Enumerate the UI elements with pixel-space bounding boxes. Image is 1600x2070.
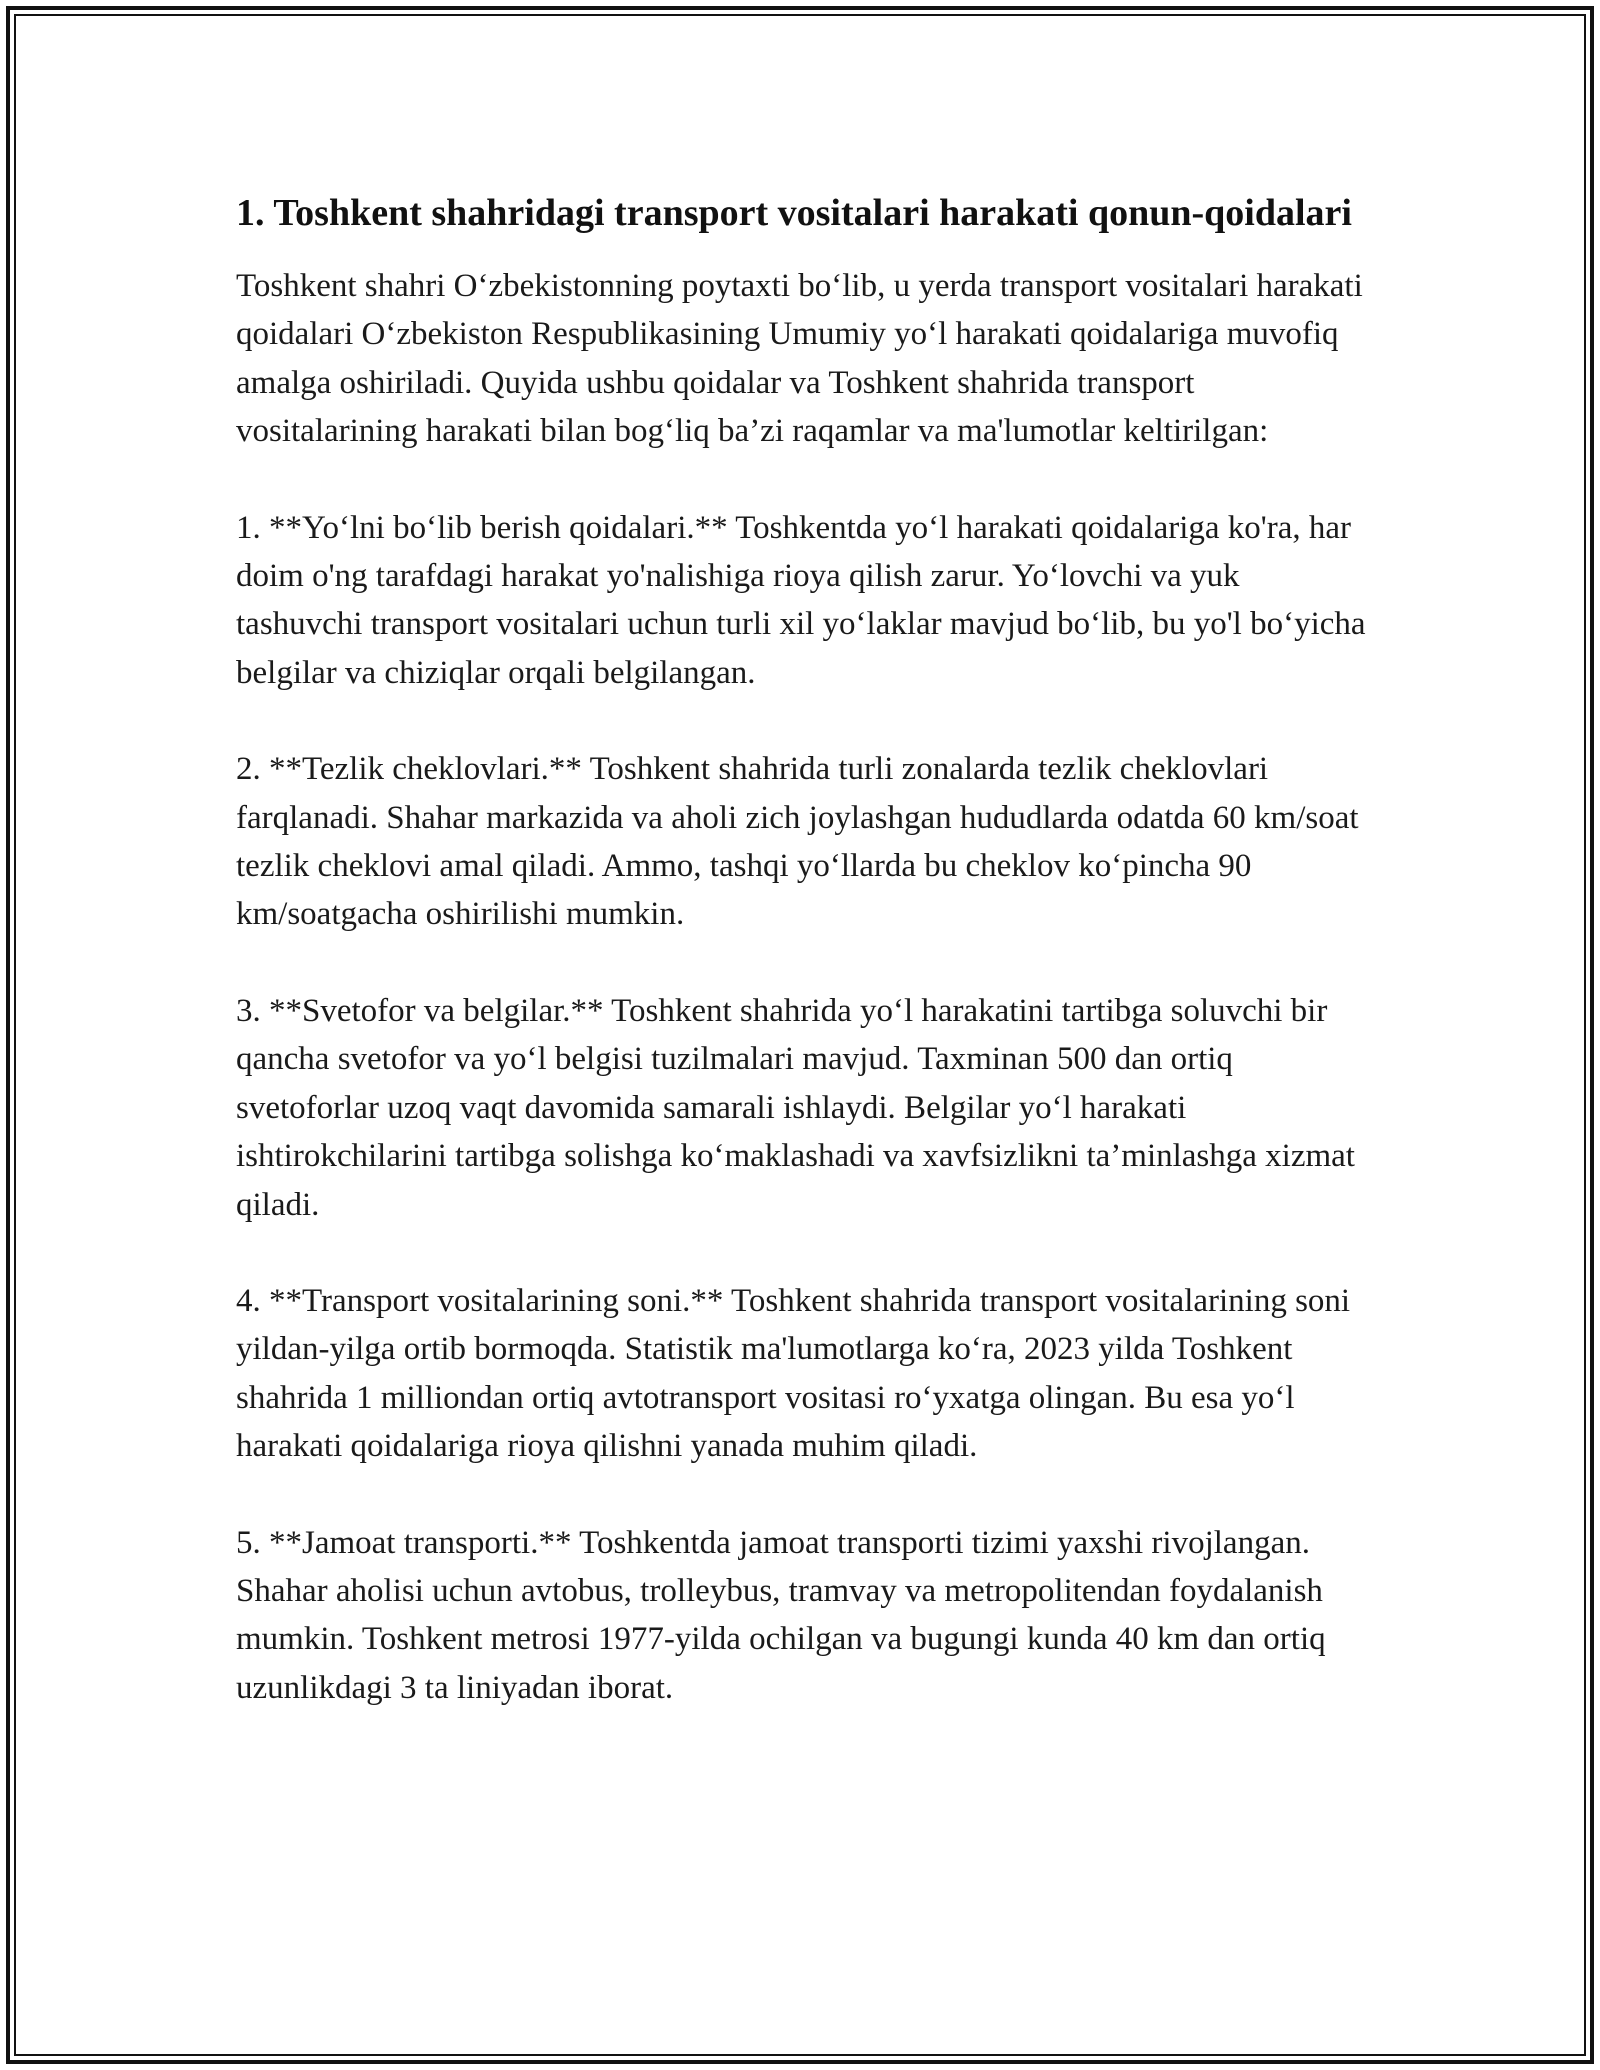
rule-paragraph-public-transport: 5. **Jamoat transporti.** Toshkentda jamoat transporti tizimi yaxshi rivojlangan. Shahar aholisi uchun avtobus, trolleybus, tramvay va metropolitendan foydalanish mumkin. Toshkent metrosi 1977-yilda ochilgan va bugungi kunda 40 km dan ortiq uzunlikdagi 3 ta liniyadan iborat. <box>236 1524 1326 1706</box>
rule-paragraph-lanes: 1. **Yo‘lni bo‘lib berish qoidalari.** Toshkentda yo‘l harakati qoidalariga ko'ra, har doim o'ng tarafdagi harakat yo'nalishiga rioya qilish zarur. Yo‘lovchi va yuk tashuvchi transport vositalari uchun turli xil yo‘laklar mavjud bo‘lib, bu yo'l bo‘yicha belgilar va chiziqlar orqali belgilangan. <box>236 509 1366 691</box>
document-title: 1. Toshkent shahridagi transport vositalari harakati qonun-qoidalari <box>236 192 1352 234</box>
document-body <box>236 186 1372 1760</box>
rule-paragraph-speed: 2. **Tezlik cheklovlari.** Toshkent shahrida turli zonalarda tezlik cheklovlari farqlanadi. Shahar markazida va aholi zich joylashgan hududlarda odatda 60 km/soat tezlik cheklovi amal qiladi. Ammo, tashqi yo‘llarda bu cheklov ko‘pincha 90 km/soatgacha oshirilishi mumkin. <box>236 751 1359 933</box>
rule-paragraph-vehicle-count: 4. **Transport vositalarining soni.** Toshkent shahrida transport vositalarining soni yildan-yilga ortib bormoqda. Statistik ma'lumotlarga ko‘ra, 2023 yilda Toshkent shahrida 1 milliondan ortiq avtotransport vositasi ro‘yxatga olingan. Bu esa yo‘l harakati qoidalariga rioya qilishni yanada muhim qiladi. <box>236 1282 1351 1465</box>
intro-paragraph: Toshkent shahri O‘zbekistonning poytaxti bo‘lib, u yerda transport vositalari harakati qoidalari O‘zbekiston Respublikasining Umumiy yo‘l harakati qoidalariga muvofiq amalga oshiriladi. Quyida ushbu qoidalar va Toshkent shahrida transport vositalarining harakati bilan bog‘liq ba’zi raqamlar va ma'lumotlar keltirilgan: <box>236 268 1363 450</box>
rule-paragraph-traffic-lights: 3. **Svetofor va belgilar.** Toshkent shahrida yo‘l harakatini tartibga soluvchi bir qancha svetofor va yo‘l belgisi tuzilmalari mavjud. Taxminan 500 dan ortiq svetoforlar uzoq vaqt davomida samarali ishlaydi. Belgilar yo‘l harakati ishtirokchilarini tartibga solishga ko‘maklashadi va xavfsizlikni ta’minlashga xizmat qiladi. <box>236 992 1355 1223</box>
